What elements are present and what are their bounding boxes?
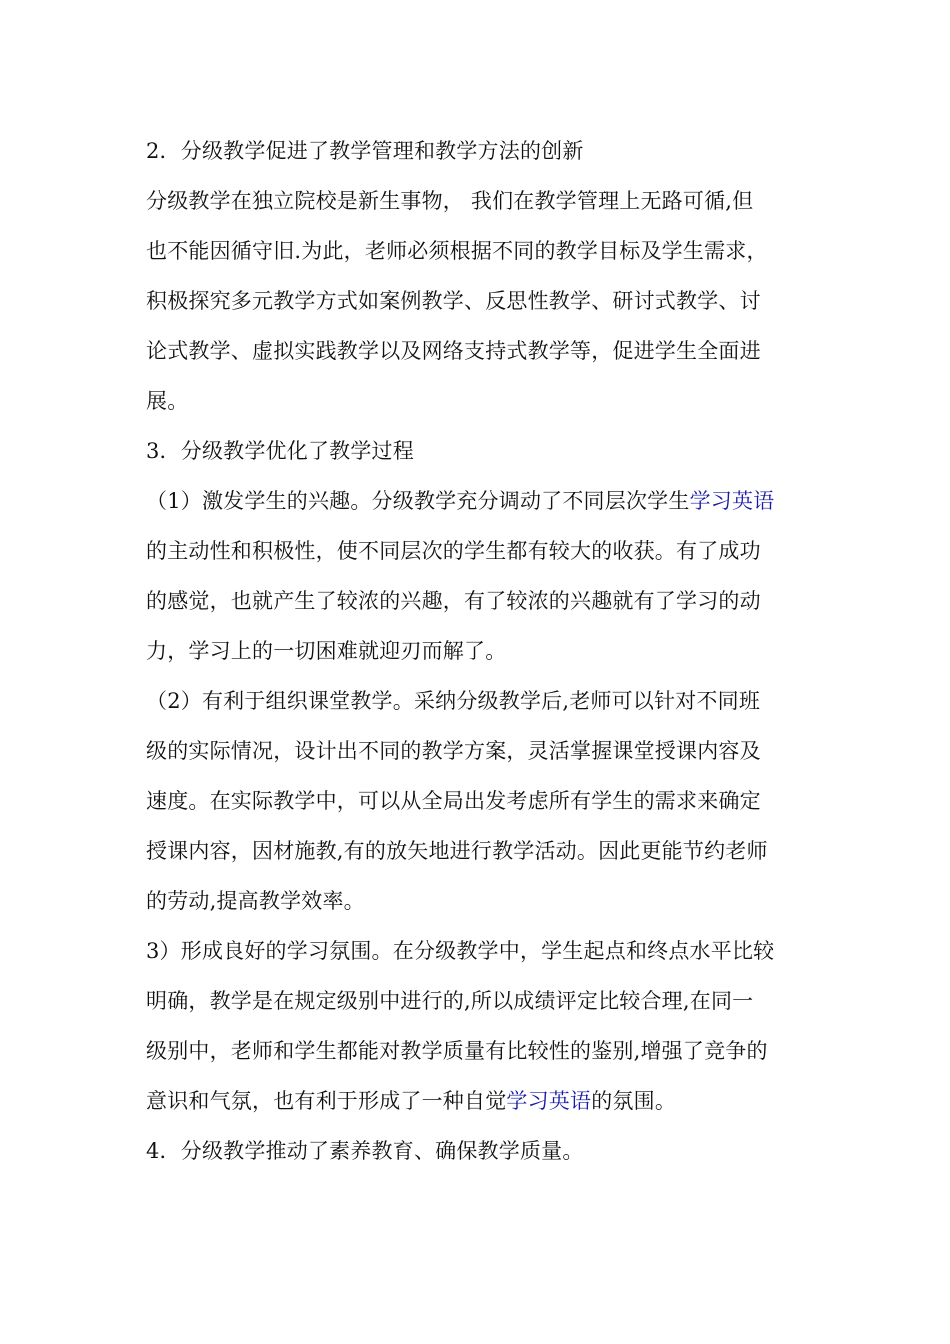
section-heading-2: 2．分级教学促进了教学管理和教学方法的创新 xyxy=(146,139,584,163)
line-text: （1）激发学生的兴趣。分级教学充分调动了不同层次学生 xyxy=(146,489,690,513)
paragraph-line: 3）形成良好的学习氛围。在分级教学中，学生起点和终点水平比较 xyxy=(146,939,775,963)
paragraph-line: 速度。在实际教学中，可以从全局出发考虑所有学生的需求来确定 xyxy=(146,789,761,813)
paragraph-line: 论式教学、虚拟实践教学以及网络支持式教学等，促进学生全面进 xyxy=(146,339,761,363)
learn-english-link[interactable]: 学习英语 xyxy=(506,1089,592,1113)
paragraph-line: 的劳动,提高教学效率。 xyxy=(146,889,365,913)
paragraph-line: 的感觉，也就产生了较浓的兴趣，有了较浓的兴趣就有了学习的动 xyxy=(146,589,761,613)
paragraph-line: 明确，教学是在规定级别中进行的,所以成绩评定比较合理,在同一 xyxy=(146,989,754,1013)
paragraph-line: 力，学习上的一切困难就迎刃而解了。 xyxy=(146,639,507,663)
section-heading-4: 4．分级教学推动了素养教育、确保教学质量。 xyxy=(146,1139,584,1163)
paragraph-line: （2）有利于组织课堂教学。采纳分级教学后,老师可以针对不同班 xyxy=(146,689,761,713)
paragraph-line: 也不能因循守旧.为此，老师必须根据不同的教学目标及学生需求， xyxy=(146,239,768,263)
line-text: 的氛围。 xyxy=(591,1089,677,1113)
paragraph-line: 级别中，老师和学生都能对教学质量有比较性的鉴别,增强了竞争的 xyxy=(146,1039,768,1063)
paragraph-line: 级的实际情况，设计出不同的教学方案，灵活掌握课堂授课内容及 xyxy=(146,739,761,763)
section-heading-3: 3．分级教学优化了教学过程 xyxy=(146,439,414,463)
line-text: 意识和气氛，也有利于形成了一种自觉 xyxy=(146,1089,507,1113)
paragraph-line: 的主动性和积极性，使不同层次的学生都有较大的收获。有了成功 xyxy=(146,539,761,563)
paragraph-line: 展。 xyxy=(146,389,189,413)
paragraph-line: 授课内容，因材施教,有的放矢地进行教学活动。因此更能节约老师 xyxy=(146,839,768,863)
paragraph-line: 分级教学在独立院校是新生事物， 我们在教学管理上无路可循,但 xyxy=(146,189,754,213)
paragraph-line xyxy=(146,486,826,516)
paragraph-line xyxy=(146,1086,826,1116)
learn-english-link[interactable]: 学习英语 xyxy=(689,489,775,513)
paragraph-line: 积极探究多元教学方式如案例教学、反思性教学、研讨式教学、讨 xyxy=(146,289,761,313)
